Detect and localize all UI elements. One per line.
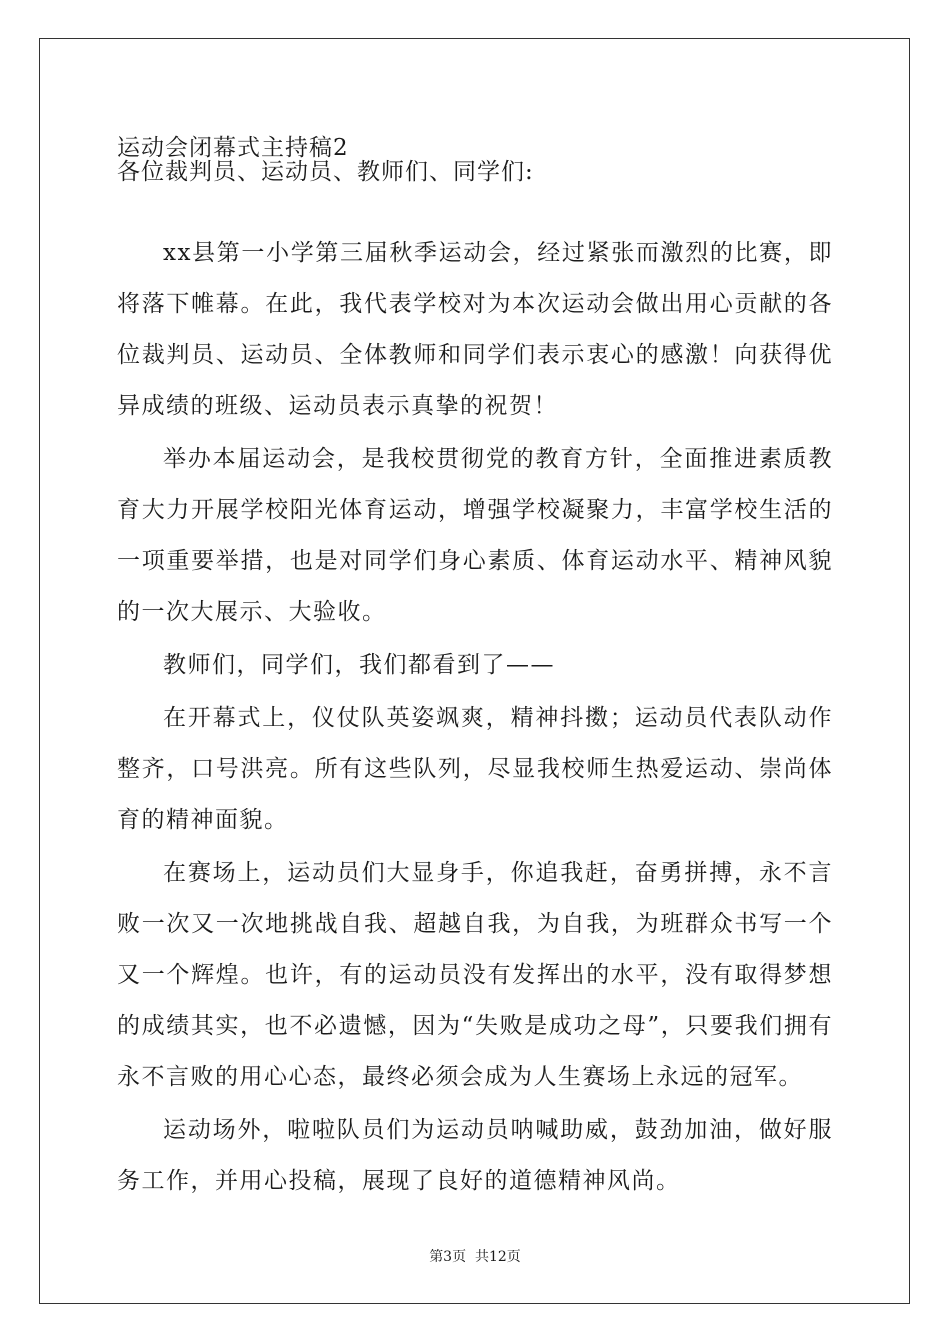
page-number-footer: 第3页 共12页 xyxy=(429,1249,521,1265)
paragraph-3: 教师们，同学们，我们都看到了—— xyxy=(163,652,555,678)
paragraph-4: 在开幕式上，仪仗队英姿飒爽，精神抖擞；运动员代表队动作整齐，口号洪亮。所有这些队列，尽显我校师生热爱运动、崇尚体育的精神面貌。 xyxy=(117,705,833,833)
document-title: 运动会闭幕式主持稿2 xyxy=(117,135,349,161)
paragraph-6: 运动场外，啦啦队员们为运动员呐喊助威，鼓劲加油，做好服务工作，并用心投稿，展现了良好的道德精神风尚。 xyxy=(117,1117,833,1194)
paragraph-5: 在赛场上，运动员们大显身手，你追我赶，奋勇拼搏，永不言败一次又一次地挑战自我、超越自我，为自我，为班群众书写一个又一个辉煌。也许，有的运动员没有发挥出的水平，没有取得梦想的成绩其实，也不必遗憾，因为“失败是成功之母”，只要我们拥有永不言败的用心心态，最终必须会成为人生赛场上永远的冠军。 xyxy=(117,860,833,1090)
salutation: 各位裁判员、运动员、教师们、同学们: xyxy=(117,159,534,185)
document-body xyxy=(117,228,833,1209)
paragraph-1: xx县第一小学第三届秋季运动会，经过紧张而激烈的比赛，即将落下帷幕。在此，我代表学校对为本次运动会做出用心贡献的各位裁判员、运动员、全体教师和同学们表示衷心的感激！向获得优异成绩的班级、运动员表示真挚的祝贺！ xyxy=(117,240,833,419)
paragraph-2: 举办本届运动会，是我校贯彻党的教育方针，全面推进素质教育大力开展学校阳光体育运动，增强学校凝聚力，丰富学校生活的一项重要举措，也是对同学们身心素质、体育运动水平、精神风貌的一次大展示、大验收。 xyxy=(117,446,833,625)
